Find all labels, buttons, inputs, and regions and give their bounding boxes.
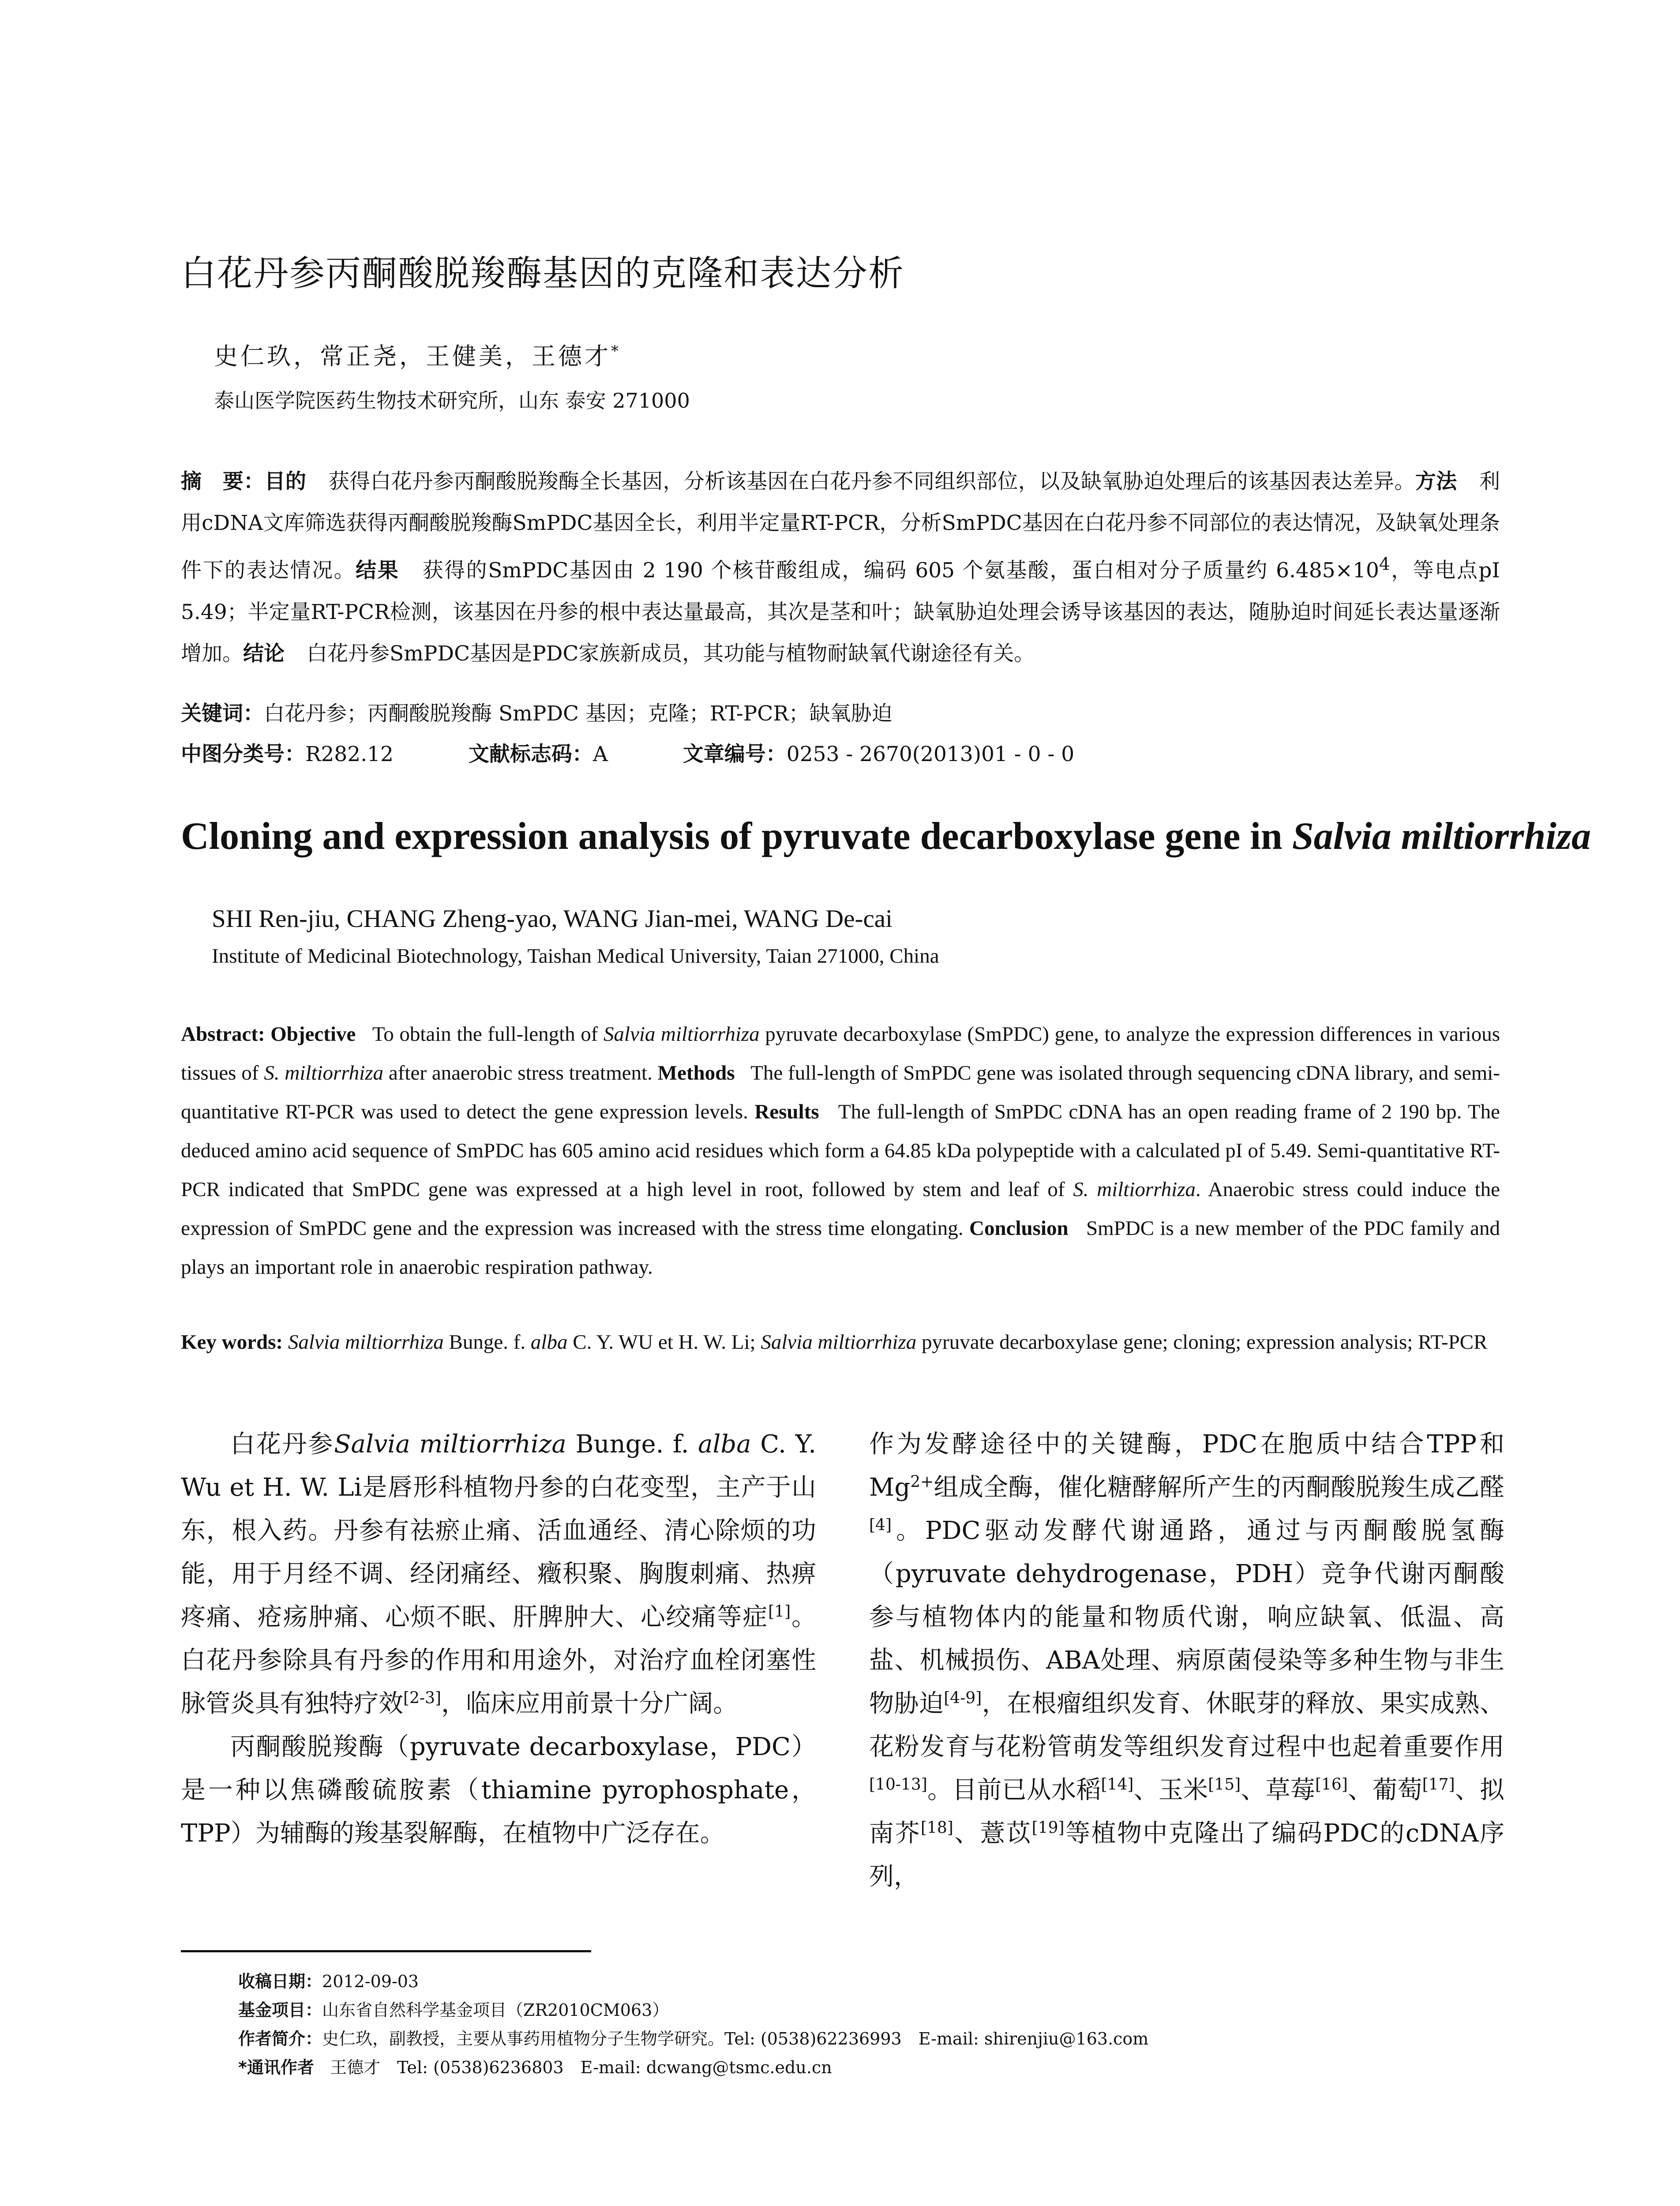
en-conclusion-label: Conclusion: [969, 1217, 1069, 1240]
superscript: 2+: [910, 1473, 934, 1491]
chinese-title: 白花丹参丙酮酸脱羧酶基因的克隆和表达分析: [181, 253, 904, 294]
body-text: C. Y. Wu et H. W. Li是唇形科植物丹参的白花变型，主产于山东，根入药。丹参有祛瘀止痛、活血通经、清心除烦的功能，用于月经不调、经闭痛经、癥积聚、胸腹刺痛、热痹疼痛、疮疡肿痛、心烦不眠、肝脾肿大、心绞痛等症: [181, 1430, 817, 1632]
conclusion-label: 结论: [243, 641, 285, 666]
received-label: 收稿日期：: [238, 1972, 322, 1991]
en-results-label: Results: [754, 1100, 819, 1123]
en-objective-species-abbr: S. miltiorrhiza: [264, 1062, 384, 1084]
body-text: ，临床应用前景十分广阔。: [441, 1689, 738, 1718]
clc-label: 中图分类号：: [181, 742, 305, 766]
en-objective-text: To obtain the full-length of: [372, 1023, 604, 1046]
body-text: 。PDC驱动发酵代谢通路，通过与丙酮酸脱氢酶（pyruvate dehydrogenase，PDH）竞争代谢丙酮酸参与植物体内的能量和物质代谢，响应缺氧、低温、高盐、机械损伤、ABA处理、病原菌侵染等多种生物与非生物胁迫: [869, 1516, 1504, 1718]
citation: [14]: [1101, 1775, 1134, 1794]
corresponding-label: *通讯作者: [238, 2058, 314, 2077]
body-species-name: Salvia miltiorrhiza: [334, 1430, 566, 1459]
citation: [1]: [768, 1602, 791, 1621]
corresponding-mark: *: [611, 342, 621, 360]
en-methods-text: The full-length of SmPDC gene was isolated through sequencing cDNA library, and semi-quantitative RT-PCR was used to detect the gene expression levels.: [181, 1062, 1500, 1123]
body-text: 。目前已从水稻: [927, 1776, 1101, 1805]
en-keyword-species-2: Salvia miltiorrhiza: [761, 1331, 917, 1354]
citation: [2-3]: [403, 1689, 442, 1707]
english-authors: SHI Ren-jiu, CHANG Zheng-yao, WANG Jian-mei, WANG De-cai: [212, 905, 892, 933]
chinese-authors: [214, 338, 621, 371]
footnote-fund: [238, 1996, 669, 2021]
body-paragraph: [181, 1423, 816, 1726]
body-alba: alba: [698, 1430, 751, 1459]
body-text: 。白花丹参除具有丹参的作用和用途外，对治疗血栓闭塞性脉管炎具有独特疗效: [181, 1603, 816, 1718]
doc-code-value: A: [592, 742, 608, 766]
citation: [15]: [1208, 1775, 1241, 1794]
body-paragraph: 丙酮酸脱羧酶（pyruvate decarboxylase，PDC）是一种以焦磷酸硫胺素（thiamine pyrophosphate，TPP）为辅酶的羧基裂解酶，在植物中广泛存在。: [181, 1733, 816, 1848]
body-paragraph: [869, 1423, 1504, 1898]
body-text: 、薏苡: [953, 1819, 1032, 1848]
en-keyword-alba: alba: [530, 1331, 568, 1354]
received-date: 2012-09-03: [322, 1972, 419, 1991]
english-keywords: [181, 1323, 1500, 1362]
english-abstract: [181, 1015, 1500, 1287]
english-affiliation: Institute of Medicinal Biotechnology, Taishan Medical University, Taian 271000, China: [212, 945, 939, 968]
body-text: 、葡萄: [1347, 1776, 1422, 1805]
citation: [19]: [1031, 1819, 1065, 1837]
en-methods-label: Methods: [657, 1062, 735, 1084]
en-objective-text-end: after anaerobic stress treatment.: [383, 1062, 652, 1084]
english-title-text: Cloning and expression analysis of pyruvate decarboxylase gene in: [181, 815, 1292, 858]
fund-text: 山东省自然科学基金项目（ZR2010CM063）: [322, 2000, 669, 2020]
keywords-text: 白花丹参；丙酮酸脱羧酶 SmPDC 基因；克隆；RT-PCR；缺氧胁迫: [264, 702, 892, 726]
doc-code-label: 文献标志码：: [468, 742, 593, 766]
en-abstract-label: Abstract:: [181, 1023, 265, 1046]
en-conclusion-text: SmPDC is a new member of the PDC family and plays an important role in anaerobic respiration pathway.: [181, 1217, 1500, 1279]
author-info-text: 史仁玖，副教授，主要从事药用植物分子生物学研究。Tel: (0538)62236993 E-mail: shirenjiu@163.com: [322, 2029, 1149, 2048]
article-no-value: 0253 - 2670(2013)01 - 0 - 0: [786, 742, 1075, 766]
en-keyword-text-2: C. Y. WU et H. W. Li;: [567, 1331, 761, 1354]
body-right-column: [869, 1423, 1504, 1898]
footnote-received: [238, 1968, 419, 1992]
body-text: Bunge. f.: [566, 1430, 698, 1459]
chinese-abstract: [181, 461, 1500, 675]
results-exponent: 4: [1379, 555, 1390, 574]
citation: [16]: [1315, 1775, 1348, 1794]
objective-label: 目的: [264, 469, 307, 494]
body-text: 、拟南芥: [869, 1776, 1505, 1848]
citation: [18]: [920, 1819, 953, 1837]
chinese-author-names: 史仁玖，常正尧，王健美，王德才: [214, 342, 611, 370]
en-objective-text-cont: pyruvate decarboxylase (SmPDC) gene, to analyze the expression differences in various tissues of: [181, 1023, 1500, 1084]
body-text: 组成全酶，催化糖酵解所产生的丙酮酸脱羧生成乙醛: [934, 1473, 1504, 1502]
english-title: [181, 814, 1591, 859]
footnote-author-info: [238, 2025, 1148, 2049]
objective-text: 获得白花丹参丙酮酸脱羧酶全长基因，分析该基因在白花丹参不同组织部位，以及缺氧胁迫处理后的该基因表达差异。: [328, 469, 1415, 494]
en-results-text-cont: . Anaerobic stress could induce the expression of SmPDC gene and the expression was increased with the stress time elongating.: [181, 1178, 1500, 1240]
en-results-species: S. miltiorrhiza: [1073, 1178, 1196, 1201]
footnote-corresponding: [238, 2054, 832, 2078]
chinese-keywords: [181, 697, 892, 727]
conclusion-text: 白花丹参SmPDC基因是PDC家族新成员，其功能与植物耐缺氧代谢途径有关。: [307, 641, 1035, 666]
body-text: ，在根瘤组织发育、休眠芽的释放、果实成熟、花粉发育与花粉管萌发等组织发育过程中也起着重要作用: [869, 1689, 1505, 1761]
citation: [17]: [1422, 1775, 1455, 1794]
results-text: 获得的SmPDC基因由 2 190 个核苷酸组成，编码 605 个氨基酸，蛋白相对分子质量约 6.485×10: [421, 558, 1379, 583]
corresponding-text: 王德才 Tel: (0538)6236803 E-mail: dcwang@tsmc.edu.cn: [330, 2058, 832, 2077]
classification-line: [181, 738, 1074, 767]
body-text: 等植物中克隆出了编码PDC的cDNA序列，: [869, 1819, 1504, 1891]
citation: [10-13]: [869, 1775, 927, 1794]
footnote-divider: [181, 1950, 591, 1952]
chinese-affiliation: 泰山医学院医药生物技术研究所，山东 泰安 271000: [214, 389, 690, 413]
en-objective-label: Objective: [270, 1023, 356, 1046]
clc-value: R282.12: [305, 742, 394, 766]
en-keyword-text-1: Bunge. f.: [443, 1331, 531, 1354]
body-text: 、玉米: [1133, 1776, 1208, 1805]
en-keywords-label: Key words:: [181, 1331, 283, 1354]
en-results-text: The full-length of SmPDC cDNA has an open reading frame of 2 190 bp. The deduced amino acid sequence of SmPDC has 605 amino acid residues which form a 64.85 kDa polypeptide with a calculated pI of 5.49. Semi-quantitative RT-PCR indicated that SmPDC gene was expressed at a high level in root, followed by stem and leaf of: [181, 1100, 1500, 1201]
author-info-label: 作者简介：: [238, 2029, 322, 2048]
citation: [4-9]: [944, 1689, 982, 1707]
body-text: 作为发酵途径中的关键酶，PDC在胞质中结合TPP和Mg: [869, 1430, 1504, 1502]
keywords-label: 关键词：: [181, 702, 264, 726]
body-text: 、草莓: [1241, 1776, 1315, 1805]
fund-label: 基金项目：: [238, 2000, 322, 2020]
article-no-label: 文章编号：: [682, 742, 787, 766]
results-label: 结果: [356, 558, 400, 583]
body-text: 白花丹参: [230, 1430, 334, 1459]
en-keyword-text-3: pyruvate decarboxylase gene; cloning; expression analysis; RT-PCR: [916, 1331, 1488, 1354]
methods-label: 方法: [1415, 469, 1457, 494]
en-objective-species: Salvia miltiorrhiza: [603, 1023, 760, 1046]
abstract-label: 摘 要：: [181, 469, 265, 494]
methods-text: 利用cDNA文库筛选获得丙酮酸脱羧酶SmPDC基因全长，利用半定量RT-PCR，分析SmPDC基因在白花丹参不同部位的表达情况，及缺氧处理条件下的表达情况。: [181, 469, 1500, 583]
english-title-species: Salvia miltiorrhiza: [1292, 815, 1591, 858]
citation: [4]: [869, 1516, 892, 1534]
en-keyword-species-1: Salvia miltiorrhiza: [288, 1331, 444, 1354]
body-left-column: [181, 1423, 816, 1855]
results-text-cont: ，等电点pI 5.49；半定量RT-PCR检测，该基因在丹参的根中表达量最高，其次是茎和叶；缺氧胁迫处理会诱导该基因的表达，随胁迫时间延长表达量逐渐增加。: [181, 558, 1500, 666]
